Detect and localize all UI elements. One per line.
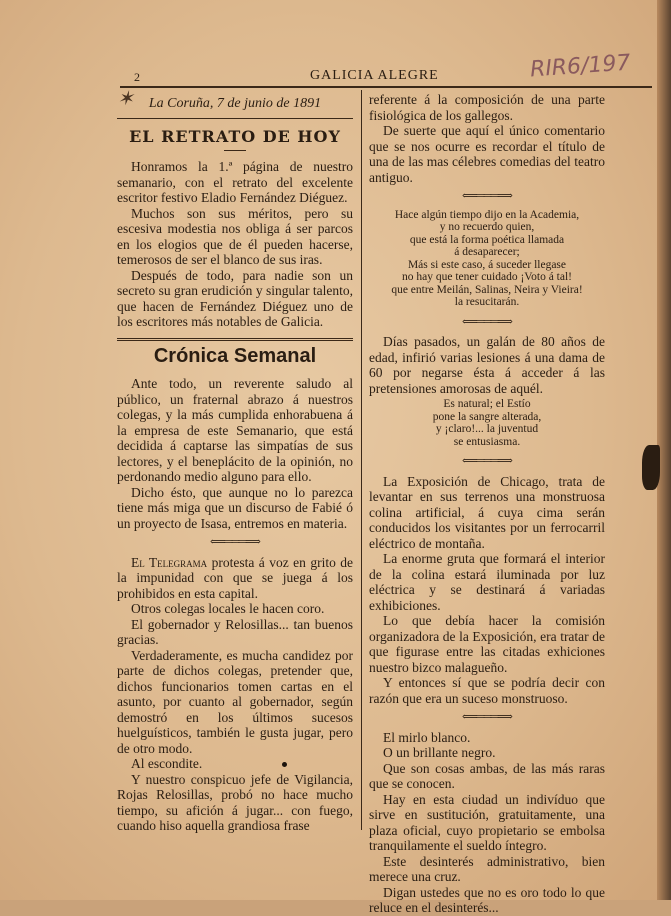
- paragraph: Días pasados, un galán de 80 años de edad, infirió varias lesiones á una dama de 60 por negarse ésta á acceder á las pretensiones amorosas de aquél.: [369, 334, 605, 396]
- ornament-divider-icon: ⟸═══⟹: [462, 190, 512, 202]
- verse-line: Es natural; el Estío: [443, 398, 531, 410]
- handwritten-catalog-mark: RIR6/197: [529, 50, 632, 83]
- dateline-row: [117, 88, 353, 112]
- paragraph: Digan ustedes que no es oro todo lo que reluce en el desinterés...: [369, 884, 605, 915]
- verse-line: Hace algún tiempo dijo en la Academia,: [394, 208, 580, 221]
- verse-line: la resucitarán.: [454, 296, 520, 308]
- header-rule: [120, 86, 652, 88]
- ornament-divider-icon: ⟸═══⟹: [210, 536, 260, 548]
- paragraph: Verdaderamente, es mucha candidez por parte de dichos colegas, pretender que, dichos funcionarios tomen cartas en el asunto, por cuanto al gobernador, según demostró en los últimos sucesos huelguísticos, también le gusta jugar, pero de otro modo.: [117, 647, 353, 756]
- page-number: 2: [134, 70, 140, 84]
- right-column: [369, 92, 605, 916]
- paragraph: Después de todo, para nadie son un secreto su gran erudición y singular talento, que hacen de Fernández Diéguez uno de los escritores más notables de Galicia.: [117, 267, 353, 329]
- paragraph: Hay en esta ciudad un indivíduo que sirve en sustitución, gratuitamente, una plaza oficial, cuyo propietario se embolsa tranquilamente el sueldo íntegro.: [369, 791, 605, 853]
- section-separator: [117, 338, 353, 341]
- ornament-divider-icon: ⟸═══⟹: [462, 455, 512, 467]
- short-rule: [224, 150, 246, 151]
- verse-line: á desaparecer;: [454, 246, 520, 258]
- column-divider: [361, 90, 362, 830]
- paragraph: El gobernador y Relosillas... tan buenos gracias.: [117, 616, 353, 647]
- paragraph: De suerte que aquí el único comentario que se nos ocurre es recordar el título de una de las mas célebres comedias del teatro antiguo.: [369, 123, 605, 185]
- verse-line: pone la sangre alterada,: [432, 410, 542, 423]
- star-mark-icon: ✶: [117, 88, 134, 110]
- left-column: [117, 88, 353, 834]
- verse-line: no hay que tener cuidado ¡Voto á tal!: [402, 271, 572, 283]
- newspaper-title: GALICIA ALEGRE: [310, 68, 439, 83]
- page-header: [120, 50, 640, 86]
- paragraph: Y entonces sí que se podría decir con razón que era un suceso monstruoso.: [369, 675, 605, 706]
- paragraph: Al escondite.: [131, 756, 203, 771]
- telegrama-lead: El Telegrama: [131, 554, 208, 570]
- paragraph: La enorme gruta que formará el interior de la colina estará iluminada por luz eléctrica y se destinará á variadas exhibiciones.: [369, 551, 605, 613]
- paragraph: Muchos son sus méritos, pero su escesiva modestia nos obliga á ser parcos en los elogios que de él pueden hacerse, temerosos de ser el blanco de sus iras.: [117, 205, 353, 267]
- verse-line: y no recuerdo quien,: [439, 221, 535, 233]
- verse-line: y ¡claro!... la juventud: [435, 423, 539, 435]
- ink-stain: [642, 445, 660, 490]
- telegrama-rest: protesta á voz en grito de la impunidad con que se juega á los prohibidos en esta capital.: [117, 554, 353, 601]
- paragraph: Dicho ésto, que aunque no lo parezca tiene más miga que un discurso de Fabié ó un proyecto de Isasa, entremos en materia.: [117, 484, 353, 531]
- section-title-retrato: EL RETRATO DE HOY: [129, 126, 341, 146]
- ink-dot: [282, 762, 287, 767]
- verse-block: [369, 398, 605, 448]
- verse-line: que entre Meilán, Salinas, Neira y Vieira!: [391, 283, 583, 296]
- paragraph: Y nuestro conspicuo jefe de Vigilancia, Rojas Relosillas, probó no hace mucho tiempo, su afición á jugar... con fuego, cuando hiso aquella grandiosa frase: [117, 771, 353, 833]
- paragraph: Honramos la 1.ª página de nuestro semanario, con el retrato del excelente escritor festivo Eladio Fernández Diéguez.: [117, 159, 353, 205]
- dateline: La Coruña, 7 de junio de 1891: [148, 96, 322, 111]
- verse-line: se entusiasma.: [453, 435, 521, 448]
- section-title-cronica: Crónica Semanal: [153, 344, 317, 367]
- paragraph: referente á la composición de una parte fisiológica de los gallegos.: [369, 92, 605, 123]
- paragraph: Que son cosas ambas, de las más raras que se conocen.: [369, 760, 605, 791]
- paragraph: Lo que debía hacer la comisión organizadora de la Exposición, era tratar de que figurase entre las citadas exhiciones nuestro bizco malagueño.: [369, 613, 605, 675]
- paragraph-telegrama: [117, 555, 353, 602]
- ornament-divider-icon: ⟸═══⟹: [462, 315, 512, 328]
- paragraph: Este desinterés administrativo, bien merece una cruz.: [369, 853, 605, 884]
- paragraph: El mirlo blanco.: [383, 729, 471, 745]
- paragraph: Ante todo, un reverente saludo al público, un fraternal abrazo á nuestros colegas, y la más cumplida enhorabuena á la empresa de este Semanario, que está decidida á captarse las simpatías de sus lectores, y el beneplácito de la opinión, no perdonando medio alguno para ello.: [117, 376, 353, 484]
- verse-line: que está la forma poética llamada: [409, 233, 565, 246]
- paragraph: O un brillante negro.: [383, 745, 496, 760]
- ornament-divider-icon: ⟸═══⟹: [462, 711, 512, 723]
- verse-line: Más si este caso, á suceder llegase: [407, 258, 567, 271]
- paragraph: La Exposición de Chicago, trata de levantar en sus terrenos una monstruosa colina artificial, á cuya cima serán conducidos los visitantes por un ferrocarril eléctrico de montaña.: [369, 473, 605, 551]
- paragraph: Otros colegas locales le hacen coro.: [131, 601, 325, 616]
- dateline-rule: [117, 118, 353, 119]
- verse-block: [369, 209, 605, 309]
